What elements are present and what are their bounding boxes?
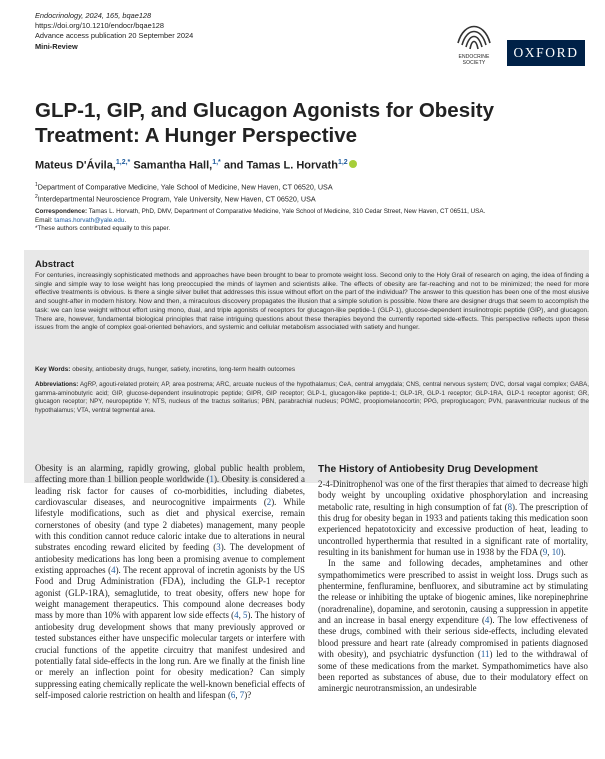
reference-link[interactable]: 4: [234, 610, 239, 621]
endocrine-society-emblem-icon: [452, 13, 496, 55]
reference-link[interactable]: 5: [243, 610, 248, 621]
affiliation-line: $^1$Department of Comparative Medicine, Yale School of Medicine, New Haven, CT 06520, USA: [35, 182, 333, 192]
body-text: ,: [235, 689, 240, 700]
article-meta: [35, 11, 193, 52]
body-text: Obesity is an alarming, rapidly growing, global public health problem, affecting more than 1 billion people worldwide (: [35, 463, 305, 485]
correspondence-address: Tamas L. Horvath, PhD, DMV, Department of Comparative Medicine, Yale School of Medicine, 310 Cedar Street, New Haven, CT 06511, USA.: [88, 208, 486, 215]
body-column-left: [35, 463, 305, 701]
body-text: ). The low effectiveness of these drugs, combined with their serious side-effects, including elevated blood pressure and heart rate (already compromised in patients diagnosed with obesity), and psychiatric dysfunction (: [318, 615, 588, 660]
history-paragraph-2: [318, 558, 588, 694]
affiliation-line: $^2$Interdepartmental Neuroscience Program, Yale University, New Haven, CT 06520, USA: [35, 194, 316, 204]
reference-link[interactable]: 6: [230, 689, 236, 700]
email-link[interactable]: tamas.horvath@yale.edu: [54, 216, 125, 224]
abbreviations-text: AgRP, agouti-related protein; AP, area postrema; ARC, arcuate nucleus of the hypothalamus; CeA, central amygdala; CNS, central nervous system; DVC, dorsal vagal complex; GABA, gamma-aminobutyric acid; GIP, glucose-dependent insulinotropic peptide; GIPR, GIP receptor; GLP-1, glucagon-like peptide-1; GLP-1R, GLP-1 receptor; GLP-1RA, GLP-1 receptor agonist; GR, glucagon receptor; NPY, neuropeptide Y; NTS, nucleus of the tractus solitarius; PBN, parabrachial nucleus; POMC, proopiomelanocortin; PPG, preproglucagon; PVN, paraventricular nucleus of the hypothalamus; VTA, ventral tegmental area.: [35, 381, 589, 414]
publication-date: Advance access publication 20 September 2024: [35, 31, 194, 41]
email-label: Email:: [35, 216, 53, 224]
article-title: GLP-1, GIP, and Glucagon Agonists for Obesity Treatment: A Hunger Perspective: [35, 99, 495, 147]
body-text: )?: [244, 689, 252, 700]
orcid-icon[interactable]: [349, 160, 357, 168]
body-text: ). The history of antiobesity drug development shows that many previously approved or tested substances either have unspecific molecular targets or interfere with crucial functions of the appetite circuitry that manifest undesired and potentially fatal side-effects in the long run. Are we finally at the finish line or merely an inflection point for obesity medication? Can simply suppressing eating chemically replicate the well-known beneficial effects of self-imposed calorie restriction on health and lifespan (: [35, 610, 306, 700]
endocrine-society-logo: [452, 13, 496, 69]
doi-link[interactable]: https://doi.org/10.1210/endocr/bqae128: [35, 21, 165, 31]
body-text: ,: [547, 547, 552, 558]
reference-link[interactable]: 11: [480, 649, 490, 660]
body-text: ). Obesity is considered a leading risk factor for causes of co-morbidities, including diabetes, cardiovascular diseases, and neurocognitive impairments (: [35, 474, 305, 508]
author-list: [35, 159, 357, 172]
author-affil-marker[interactable]: 1,*: [212, 159, 221, 166]
body-text: ) led to the withdrawal of some of these medications from the market. Sympathomimetics have also been reported as substances of abuse, due to their modulatory effect on aminergic neurotransmission, an undesirable: [318, 649, 588, 694]
body-text: ). The recent approval of incretin agonists by the US Food and Drug Administration (FDA), including the GLP-1 receptor agonist (GLP-1RA), semaglutide, to treat obesity, offers new hope for weight management therapeutics. This compound alone decreases body mass by more than 10% with apparent low side effects (: [35, 565, 305, 621]
body-text: ). The prescription of this drug for obesity began in 1933 and patients taking this medication soon experienced hepatotoxicity and excessive production of heat, leading to uncontrolled hyperthermia that resulted in a significant rate of mortality, resulting in its banishment for human use in 1938 by the FDA (: [318, 501, 588, 558]
equal-contribution-note: *These authors contributed equally to this paper.: [35, 225, 171, 232]
journal-citation: Endocrinology, 2024, 165, bqae128: [35, 11, 152, 20]
author-affil-marker[interactable]: 1,2,*: [115, 159, 131, 166]
correspondence-label: Correspondence:: [35, 208, 88, 215]
body-text: ,: [238, 610, 244, 621]
abstract-text: For centuries, increasingly sophisticated methods and approaches have been brought to bear to promote weight loss. Second only to the Holy Grail of research on aging, the idea of finding a single and simple way to lose weight has long preoccupied the minds of laymen and scientists alike. The effects of obesity are far-reaching and not to be minimized; the need for more effective treatments is obvious. Is there a single silver bullet that addresses this issue without effort on the part of the individual? The answer to this question has been one of the most elusive and sought-after in modern history. Now and then, a miraculous discovery propagates the illusion that a simple solution is possible. Now there are designer drugs that seem to accomplish the task: we can lose weight without effort using mono, dual, and triple agonists of receptors for glucagon-like peptide-1 (GLP-1), glucose-dependent insulinotropic peptide (GIP), and glucagon. There are, however, fundamental biological principles that raise intriguing questions about these therapies beyond the currently reported side-effects. This perspective reflects upon these issues from the angle of complex goal-oriented behaviors, and systemic and cellular metabolism associated with satiety and hunger.: [35, 272, 589, 332]
reference-link[interactable]: 7: [239, 689, 245, 700]
keywords: [35, 366, 589, 375]
body-text: ). While lifestyle modifications, such as diet and physical exercise, remain cornerstones of obesity (and type 2 diabetes) management, many people with this condition cannot reduce caloric intake due to alterations in neural substrates encoding reward elicited by feeding (: [35, 497, 305, 553]
section-heading: The History of Antiobesity Drug Development: [318, 464, 538, 475]
intro-paragraph: [35, 463, 305, 701]
reference-link[interactable]: 4: [484, 615, 490, 626]
body-text: 2-4-Dinitrophenol was one of the first therapies that aimed to decrease high body weight by uncoupling oxidative phosphorylation and increasing metabolic rate, resulting in high consumption of fat (: [318, 479, 588, 512]
correspondence: Correspondence: Tamas L. Horvath, PhD, DMV, Department of Comparative Medicine, Yale School of Medicine, 310 Cedar Street, New Haven, CT 06511, USA. Email: tamas.horvath@yale.edu. *These authors contributed equally to this paper.: [35, 208, 590, 234]
body-text: ). The development of antiobesity medications has long been a promising avenue to complement existing approaches (: [35, 542, 306, 576]
reference-link[interactable]: 2: [266, 497, 272, 508]
abbreviations: [35, 381, 589, 415]
article-type: Mini-Review: [35, 41, 78, 51]
author-name[interactable]: Samantha Hall,: [133, 159, 213, 172]
body-text: ).: [560, 547, 566, 558]
reference-link[interactable]: 3: [216, 542, 221, 553]
oxford-logo: OXFORD: [507, 40, 585, 66]
abstract-heading: Abstract: [35, 259, 74, 270]
body-text: In the same and following decades, amphetamines and other sympathomimetics were prescribed to assist in weight loss. Drugs such as phentermine, fenfluramine, benfluorex, and sibutramine act by stimulating the release or inhibiting the uptake of biogenic amines, like norepinephrine (noradrenaline), dopamine, and serotonin, causing a suppression in appetite and an increase in basal energy expenditure (: [318, 558, 588, 626]
abbreviations-label: Abbreviations:: [35, 381, 79, 388]
reference-link[interactable]: 10: [551, 547, 561, 558]
reference-link[interactable]: 1: [209, 474, 214, 485]
keywords-label: Key Words:: [35, 366, 71, 373]
author-affil-marker[interactable]: 1,2: [337, 159, 348, 166]
keywords-text: obesity, antiobesity drugs, hunger, satiety, incretins, long-term health outcomes: [72, 366, 296, 373]
society-name: ENDOCRINE SOCIETY: [458, 54, 490, 66]
history-paragraph-1: [318, 479, 588, 558]
reference-link[interactable]: 9: [542, 547, 548, 558]
reference-link[interactable]: 8: [507, 501, 512, 512]
affiliations: [35, 180, 333, 205]
reference-link[interactable]: 4: [111, 565, 116, 576]
author-name[interactable]: Mateus D'Ávila,: [35, 159, 116, 172]
author-name[interactable]: and Tamas L. Horvath: [223, 159, 338, 172]
body-column-right: [318, 479, 588, 695]
